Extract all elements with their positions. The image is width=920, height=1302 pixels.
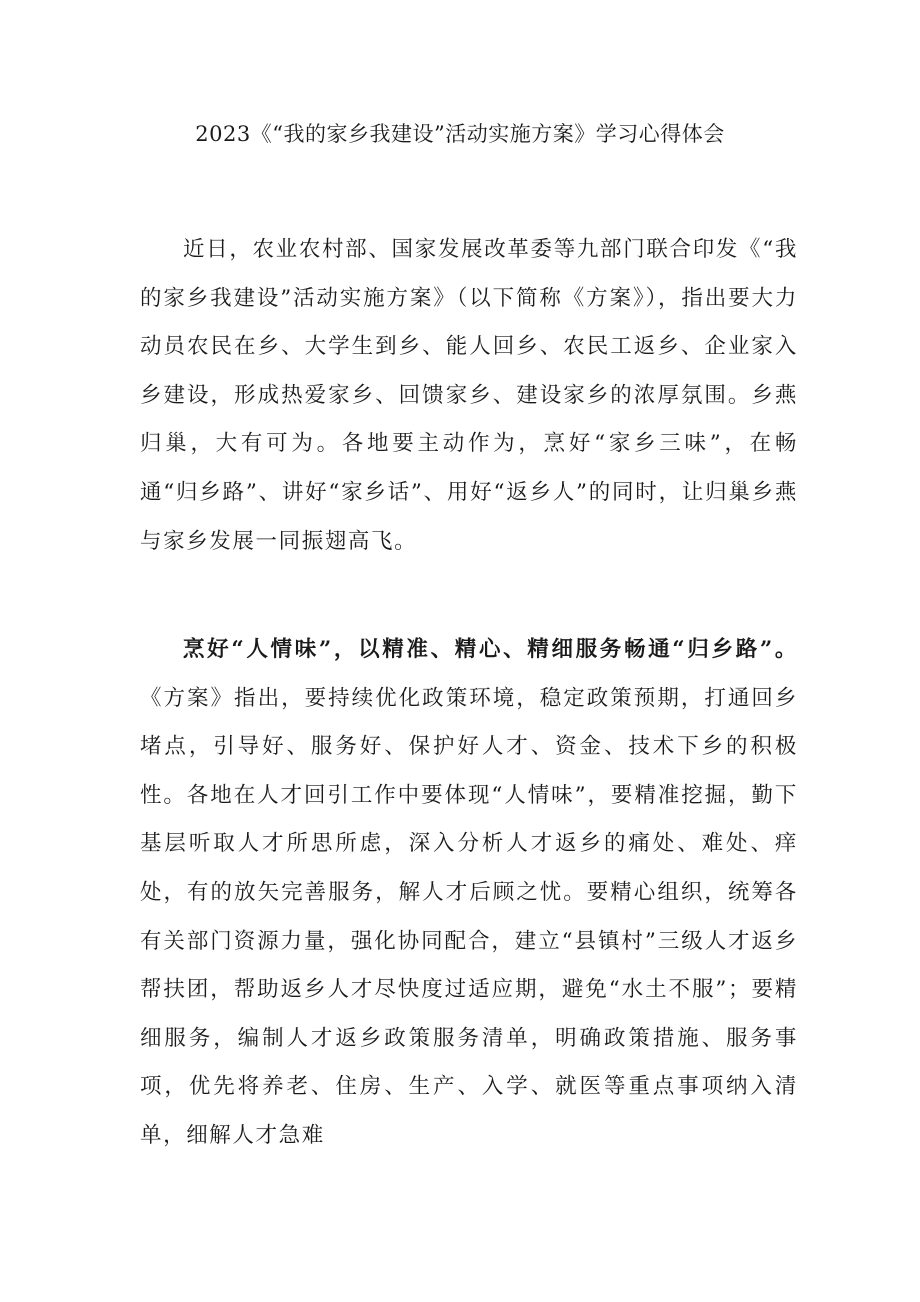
section-body: 《方案》指出，要持续优化政策环境，稳定政策预期，打通回乡堵点，引导好、服务好、保护好人才、资金、技术下乡的积极性。各地在人才回引工作中要体现“人情味”，要精准挖掘，勤下基层听取人才所思所虑，深入分析人才返乡的痛处、难处、痒处，有的放矢完善服务，解人才后顾之忧。要精心组织，统筹各有关部门资源力量，强化协同配合，建立“县镇村”三级人才返乡帮扶团，帮助返乡人才尽快度过适应期，避免“水土不服”；要精细服务，编制人才返乡政策服务清单，明确政策措施、服务事项，优先将养老、住房、生产、入学、就医等重点事项纳入清单，细解人才急难 [140,685,798,1148]
document-title: 2023《“我的家乡我建设”活动实施方案》学习心得体会 [195,122,725,146]
section-heading: 烹好“人情味”，以精准、精心、精细服务畅通“归乡路”。 [183,637,798,662]
paragraph-intro: 近日，农业农村部、国家发展改革委等九部门联合印发《“我的家乡我建设”活动实施方案》（以下简称《方案》），指出要大力动员农民在乡、大学生到乡、能人回乡、农民工返乡、企业家入乡建设，形成热爱家乡、回馈家乡、建设家乡的浓厚氛围。乡燕归巢，大有可为。各地要主动作为，烹好“家乡三味”，在畅通“归乡路”、讲好“家乡话”、用好“返乡人”的同时，让归巢乡燕与家乡发展一同振翅高飞。 [140,237,798,554]
paragraph-section-1 [140,626,798,1161]
